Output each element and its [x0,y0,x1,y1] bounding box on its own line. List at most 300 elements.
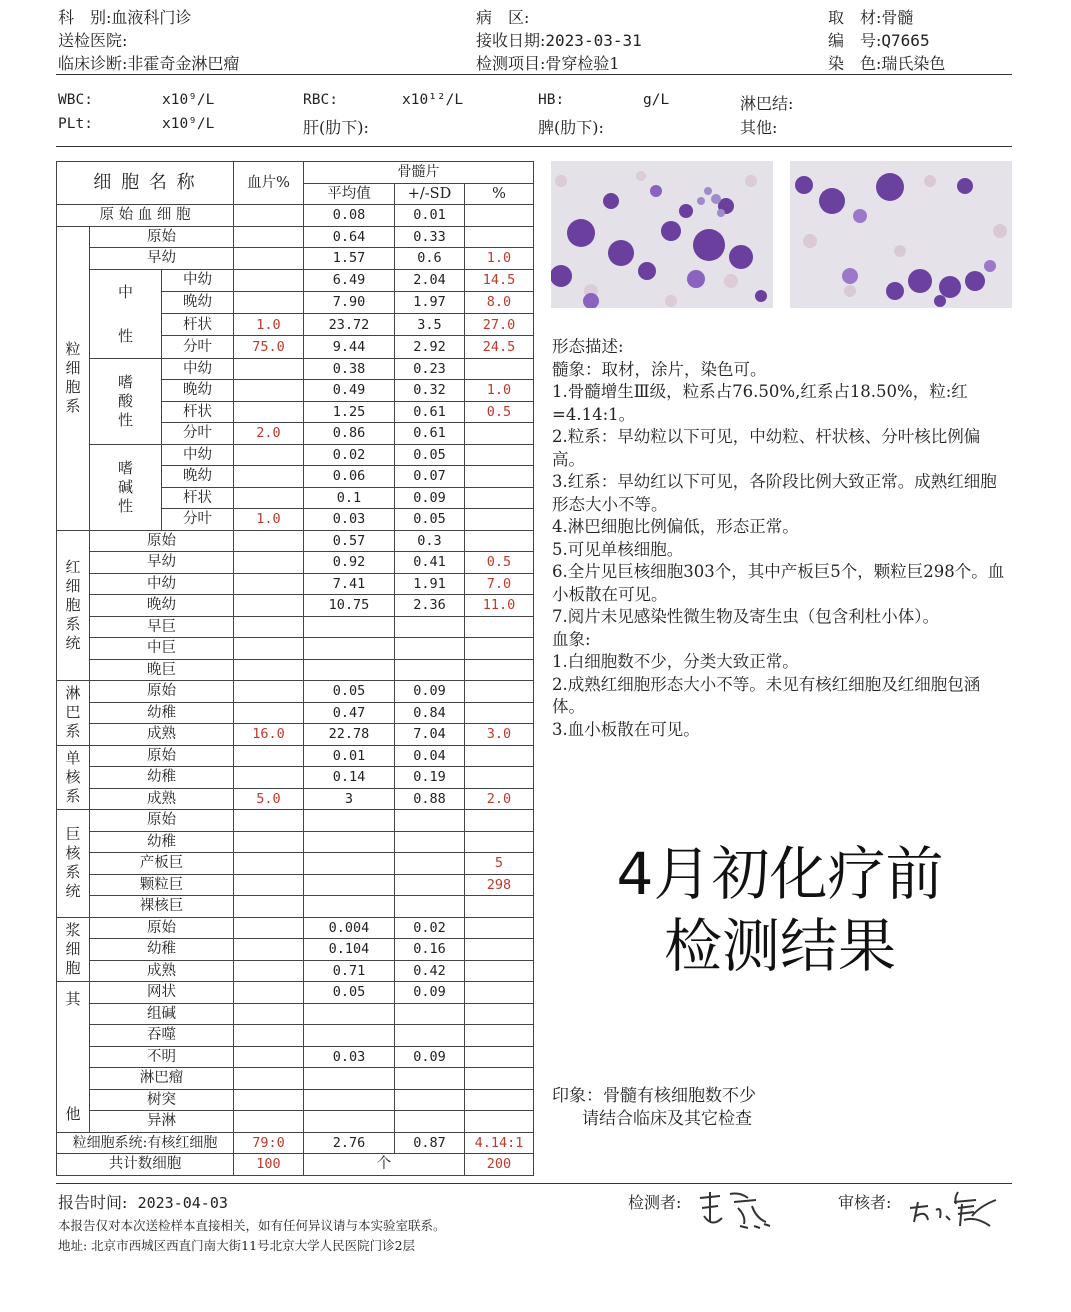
stain-field: 染 色:瑞氏染色 [828,54,946,73]
row-sd: 2.92 [395,336,465,358]
row-sd: 0.02 [395,917,465,939]
row-blood-value [234,552,304,574]
row-name: 早幼 [90,552,234,574]
row-mean: 23.72 [304,314,395,336]
table-row [57,702,534,724]
header-marrow-smear: 骨髓片 [304,162,534,184]
description-line: 髓象：取材，涂片，染色可。 [552,359,767,379]
row-name: 中幼 [90,573,234,595]
description-line: 5.可见单核细胞。 [552,539,684,559]
impression [552,1081,756,1106]
row-name: 中幼 [162,358,234,380]
disclaimer: 本报告仅对本次送检样本直接相关，如有任何异议请与本实验室联系。 [58,1218,446,1233]
row-mean: 0.05 [304,982,395,1004]
impression-label: 印象： [552,1086,603,1106]
row-sd: 1.91 [395,573,465,595]
row-blood-value [234,874,304,896]
ratio-label: 粒细胞系统:有核红细胞 [57,1132,234,1154]
row-blood-value [234,982,304,1004]
row-mean: 7.41 [304,573,395,595]
row-name: 裸核巨 [90,896,234,918]
row-mean: 0.49 [304,380,395,402]
row-mean: 22.78 [304,724,395,746]
row-blood-value [234,380,304,402]
table-row [57,595,534,617]
row-mean: 0.08 [304,205,395,227]
table-row [57,745,534,767]
plt-label: PLt: [58,116,93,132]
row-sd: 0.05 [395,444,465,466]
row-mean: 7.90 [304,291,395,313]
description-line: 3.血小板散在可见。 [552,719,700,739]
row-sd: 0.23 [395,358,465,380]
row-sd [395,1089,465,1111]
row-blood-value: 1.0 [234,314,304,336]
blood-divider [56,146,1012,147]
row-mean: 0.71 [304,960,395,982]
group-lymph-label: 淋 巴 系 [57,681,90,746]
row-sd [395,1025,465,1047]
table-row [57,1111,534,1133]
reviewer-signature [906,1186,1002,1232]
row-mean: 9.44 [304,336,395,358]
row-pct [465,960,534,982]
table-row [57,226,534,248]
row-pct [465,638,534,660]
row-pct [465,226,534,248]
row-name: 原始 [90,810,234,832]
row-name: 淋巴瘤 [90,1068,234,1090]
row-blood-value [234,767,304,789]
row-pct [465,1089,534,1111]
row-mean: 0.03 [304,1046,395,1068]
row-blood-value [234,358,304,380]
row-pct: 24.5 [465,336,534,358]
row-name: 早幼 [90,248,234,270]
group-mega-label: 巨 核 系 统 [57,810,90,918]
row-name: 分叶 [162,336,234,358]
row-name: 杆状 [162,401,234,423]
pre-chemo-line-2: 检测结果 [663,912,896,980]
ward-field: 病 区: [476,8,530,27]
total-pct: 200 [465,1154,534,1176]
row-name: 网状 [90,982,234,1004]
row-mean: 6.49 [304,269,395,291]
row-mean: 0.06 [304,466,395,488]
receive-date-field: 接收日期:2023-03-31 [476,31,642,50]
row-mean: 10.75 [304,595,395,617]
row-name: 颗粒巨 [90,874,234,896]
row-blood-value [234,248,304,270]
row-blood-value [234,853,304,875]
row-pct [465,1068,534,1090]
table-row [57,573,534,595]
row-pct: 5 [465,853,534,875]
row-mean: 0.004 [304,917,395,939]
table-row [57,1003,534,1025]
row-name: 异淋 [90,1111,234,1133]
spleen-label: 脾(肋下): [538,118,604,137]
row-pct: 14.5 [465,269,534,291]
row-pct [465,1003,534,1025]
subgroup-eos-label: 嗜 酸 性 [90,358,162,444]
sample-field: 取 材:骨髓 [828,8,914,27]
other-label: 其他: [740,118,778,137]
row-blood-value [234,638,304,660]
row-sd: 0.61 [395,423,465,445]
group-ery-label: 红 细 胞 系 统 [57,530,90,681]
header-sd: +/-SD [395,183,465,205]
row-sd: 0.07 [395,466,465,488]
row-sd: 0.32 [395,380,465,402]
row-name: 杆状 [162,314,234,336]
table-row [57,1089,534,1111]
pre-chemo-line-1: 4月初化疗前 [616,840,944,908]
liver-label: 肝(肋下): [303,118,369,137]
row-mean: 0.64 [304,226,395,248]
hb-unit: g/L [643,92,670,108]
row-sd: 0.16 [395,939,465,961]
row-pct [465,896,534,918]
pre-chemo-note [560,838,1000,982]
row-name: 晚幼 [90,595,234,617]
row-pct [465,1046,534,1068]
description-line: 1.白细胞数不少，分类大致正常。 [552,652,799,671]
table-row [57,530,534,552]
row-name: 晚幼 [162,380,234,402]
row-name: 晚幼 [162,466,234,488]
row-blood-value [234,466,304,488]
row-mean [304,1068,395,1090]
table-row [57,788,534,810]
row-sd: 2.04 [395,269,465,291]
row-sd: 0.05 [395,509,465,531]
tester-label: 检测者: [628,1193,682,1212]
row-pct [465,939,534,961]
header-cell-name: 细 胞 名 称 [57,162,234,205]
table-row [57,724,534,746]
row-name: 晚幼 [162,291,234,313]
table-row [57,874,534,896]
row-pct: 8.0 [465,291,534,313]
row-sd: 0.01 [395,205,465,227]
subgroup-neut-label: 中 性 [90,269,162,358]
rbc-unit: x10¹²/L [402,92,464,108]
table-row [57,810,534,832]
table-row [57,358,534,380]
row-mean: 0.14 [304,767,395,789]
table-row [57,831,534,853]
hb-label: HB: [538,92,565,108]
row-name: 成熟 [90,788,234,810]
row-pct [465,205,534,227]
row-name: 原始 [90,681,234,703]
table-row [57,767,534,789]
table-row [57,982,534,1004]
header-mean: 平均值 [304,183,395,205]
row-blood-value [234,401,304,423]
row-mean: 0.104 [304,939,395,961]
row-pct: 0.5 [465,552,534,574]
row-pct: 1.0 [465,380,534,402]
description-line: 2.粒系：早幼粒以下可见，中幼粒、杆状核、分叶核比例偏高。 [552,427,981,469]
table-row [57,917,534,939]
table-row [57,681,534,703]
row-pct [465,982,534,1004]
row-pct [465,810,534,832]
row-pct [465,702,534,724]
row-sd [395,616,465,638]
row-name: 吞噬 [90,1025,234,1047]
row-blood-value [234,269,304,291]
description-line: 7.阅片未见感染性微生物及寄生虫（包含利杜小体）。 [552,607,939,626]
row-name: 早巨 [90,616,234,638]
dept-field: 科 别:血液科门诊 [58,8,192,27]
row-sd: 0.88 [395,788,465,810]
row-blood-value [234,616,304,638]
row-mean: 1.57 [304,248,395,270]
table-row [57,1068,534,1090]
row-blood-value [234,226,304,248]
row-blood-value [234,595,304,617]
table-row [57,1025,534,1047]
row-pct [465,509,534,531]
wbc-unit: x10⁹/L [162,92,215,108]
specimen-id-field: 编 号:Q7665 [828,31,930,50]
total-row [57,1154,534,1176]
table-row [57,248,534,270]
header-divider [56,74,1012,75]
table-row [57,269,534,291]
row-name: 原始 [90,530,234,552]
row-mean [304,638,395,660]
row-sd: 0.61 [395,401,465,423]
tester-signature [696,1188,776,1230]
row-blood-value [234,1003,304,1025]
row-blood-value [234,1089,304,1111]
ratio-sd: 0.87 [395,1132,465,1154]
row-name: 晚巨 [90,659,234,681]
lymph-node-label: 淋巴结: [740,94,794,113]
row-sd: 0.42 [395,960,465,982]
row-name: 分叶 [162,423,234,445]
row-pct: 27.0 [465,314,534,336]
row-blood-value [234,917,304,939]
row-sd: 0.09 [395,1046,465,1068]
rbc-label: RBC: [303,92,338,108]
row-blood-value [234,291,304,313]
row-name: 原始 [90,226,234,248]
row-pct [465,1025,534,1047]
row-blood-value [234,530,304,552]
impression-advice: 请结合临床及其它检查 [582,1109,752,1129]
row-sd: 3.5 [395,314,465,336]
row-blood-value [234,1068,304,1090]
group-gran-label: 粒 细 胞 系 [57,226,90,530]
description-line: 形态描述: [552,337,624,356]
row-name: 原始 [90,917,234,939]
row-blood-value: 5.0 [234,788,304,810]
row-blood-value [234,896,304,918]
table-row [57,205,534,227]
cell-count-table [56,161,534,1176]
subgroup-baso-label: 嗜 碱 性 [90,444,162,530]
row-name: 成熟 [90,960,234,982]
row-pct [465,917,534,939]
description-line: 3.红系：早幼红以下可见，各阶段比例大致正常。成熟红细胞形态大小不等。 [552,472,997,514]
ratio-row [57,1132,534,1154]
ratio-blood: 79:0 [234,1132,304,1154]
row-mean [304,853,395,875]
row-name: 幼稚 [90,767,234,789]
hospital-field: 送检医院: [58,31,128,50]
marrow-smear-photo-2 [790,161,1012,308]
row-sd: 7.04 [395,724,465,746]
description-line: 血象: [552,629,591,649]
row-mean [304,896,395,918]
group-other-label-1: 其 [65,989,81,1008]
row-sd [395,1111,465,1133]
row-mean [304,831,395,853]
row-sd [395,853,465,875]
table-row [57,896,534,918]
table-row [57,552,534,574]
row-pct [465,616,534,638]
row-mean [304,659,395,681]
row-name: 幼稚 [90,939,234,961]
row-blood-value [234,205,304,227]
description-line: 1.骨髓增生Ⅲ级，粒系占76.50%,红系占18.50%，粒:红=4.14:1。 [552,382,968,424]
row-mean [304,1025,395,1047]
row-blood-value [234,1046,304,1068]
ratio-pct: 4.14:1 [465,1132,534,1154]
row-pct [465,745,534,767]
row-name: 成熟 [90,724,234,746]
row-mean: 3 [304,788,395,810]
row-blood-value [234,573,304,595]
ratio-mean: 2.76 [304,1132,395,1154]
table-row [57,444,534,466]
row-mean [304,1003,395,1025]
group-plasma-label: 浆 细 胞 [57,917,90,982]
address: 地址: 北京市西城区西直门南大街11号北京大学人民医院门诊2层 [58,1238,416,1253]
row-pct [465,831,534,853]
row-sd [395,1068,465,1090]
row-blood-value [234,487,304,509]
table-row [57,638,534,660]
row-mean: 0.38 [304,358,395,380]
row-name: 组碱 [90,1003,234,1025]
reviewer-label: 审核者: [838,1193,892,1212]
row-sd: 0.09 [395,487,465,509]
description-line: 6.全片见巨核细胞303个，其中产板巨5个，颗粒巨298个。血小板散在可见。 [552,562,1005,604]
row-pct: 3.0 [465,724,534,746]
table-row [57,853,534,875]
row-mean: 0.01 [304,745,395,767]
row-mean: 1.25 [304,401,395,423]
test-item-field: 检测项目:骨穿检验1 [476,54,620,73]
table-row [57,659,534,681]
total-label: 共计数细胞 [57,1154,234,1176]
table-row [57,939,534,961]
row-blood-value [234,659,304,681]
row-pct [465,1111,534,1133]
row-sd: 0.09 [395,681,465,703]
row-mean: 0.47 [304,702,395,724]
row-pct [465,444,534,466]
total-blood: 100 [234,1154,304,1176]
row-sd: 0.09 [395,982,465,1004]
row-name: 中幼 [162,269,234,291]
row-name: 中巨 [90,638,234,660]
row-mean [304,1111,395,1133]
row-pct: 11.0 [465,595,534,617]
row-blood-value [234,960,304,982]
row-sd: 0.33 [395,226,465,248]
header-blood-smear: 血片% [234,162,304,205]
row-blood-value [234,939,304,961]
morphology-description [552,336,1012,741]
row-sd: 0.6 [395,248,465,270]
row-sd [395,810,465,832]
table-header-row [57,162,534,184]
row-sd: 0.84 [395,702,465,724]
row-blood-value [234,1111,304,1133]
row-mean: 0.02 [304,444,395,466]
impression-text: 骨髓有核细胞数不少 [603,1086,756,1106]
table-row [57,1046,534,1068]
row-name: 中幼 [162,444,234,466]
row-pct [465,358,534,380]
row-pct: 2.0 [465,788,534,810]
description-line: 4.淋巴细胞比例偏低，形态正常。 [552,517,799,536]
row-blood-value [234,1025,304,1047]
group-mono-label: 单 核 系 [57,745,90,810]
row-sd [395,874,465,896]
row-mean: 0.92 [304,552,395,574]
row-mean [304,616,395,638]
table-row [57,960,534,982]
diagnosis-field: 临床诊断:非霍奇金淋巴瘤 [58,54,240,73]
marrow-smear-photo-1 [551,161,773,308]
wbc-label: WBC: [58,92,93,108]
row-pct [465,530,534,552]
row-name: 分叶 [162,509,234,531]
row-name: 原始 [90,745,234,767]
row-name: 杆状 [162,487,234,509]
row-sd: 0.04 [395,745,465,767]
row-sd [395,831,465,853]
row-blood-value [234,745,304,767]
row-blood-value: 2.0 [234,423,304,445]
row-blood-value [234,702,304,724]
row-sd [395,659,465,681]
row-blood-value: 16.0 [234,724,304,746]
row-mean: 0.1 [304,487,395,509]
row-sd: 1.97 [395,291,465,313]
row-pct [465,466,534,488]
row-name: 幼稚 [90,702,234,724]
row-blood-value [234,681,304,703]
row-name: 树突 [90,1089,234,1111]
row-mean: 0.05 [304,681,395,703]
row-pct: 7.0 [465,573,534,595]
row-mean [304,810,395,832]
total-unit: 个 [304,1154,465,1176]
footer-divider [56,1183,1012,1184]
row-blood-value [234,831,304,853]
row-pct [465,681,534,703]
